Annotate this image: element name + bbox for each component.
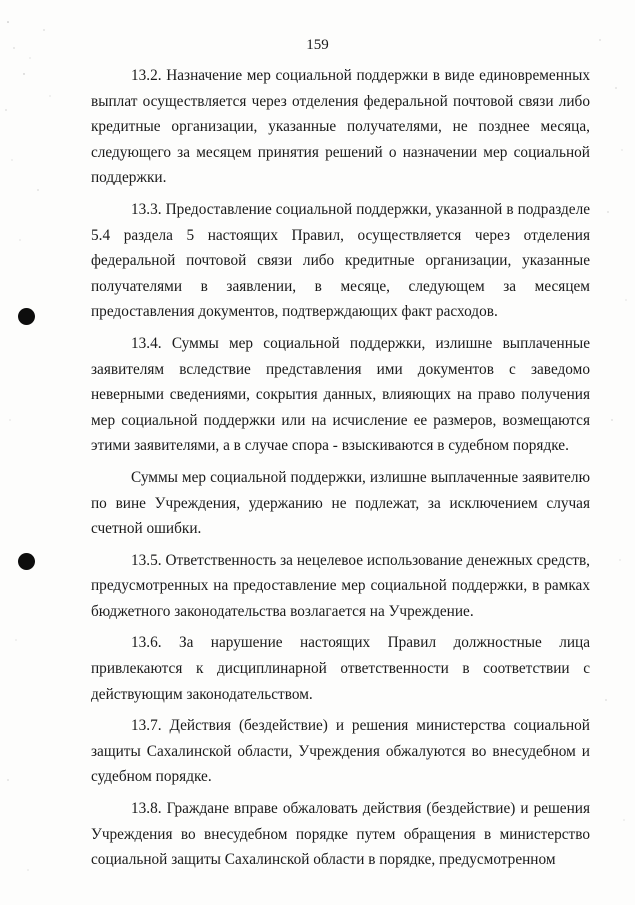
paragraph-13-2: 13.2. Назначение мер социальной поддержки в виде единовременных выплат осуществляется через отделения федеральной почтовой связи либо кредитные организации, указанные получателями, не позднее месяца, следующего за месяцем принятия решений о назначении мер социальной поддержки. <box>91 67 590 187</box>
page-number: 159 <box>306 37 329 53</box>
paragraph-13-7: 13.7. Действия (бездействие) и решения министерства социальной защиты Сахалинской области, Учреждения обжалуются во внесудебном и судебном порядке. <box>91 717 590 786</box>
paragraph-13-5: 13.5. Ответственность за нецелевое использование денежных средств, предусмотренных на предоставление мер социальной поддержки, в рамках бюджетного законодательства возлагается на Учреждение. <box>91 551 590 620</box>
document-body <box>91 63 590 873</box>
paragraph-13-3: 13.3. Предоставление социальной поддержки, указанной в подразделе 5.4 раздела 5 настоящих Правил, осуществляется через отделения федеральной почтовой связи либо кредитные организации, указанные получателями в заявлении, в месяце, следующем за месяцем предоставления документов, подтверждающих факт расходов. <box>91 200 590 321</box>
paragraph-13-6: 13.6. За нарушение настоящих Правил должностные лица привлекаются к дисциплинарной ответственности в соответствии с действующим законодательством. <box>91 634 590 703</box>
paragraph-13-4: 13.4. Суммы мер социальной поддержки, излишне выплаченные заявителям вследствие представления ими документов с заведомо неверными сведениями, сокрытия данных, влияющих на право получения мер социальной поддержки или на исчисление ее размеров, возмещаются этими заявителями, а в случае спора - взыскиваются в судебном порядке. <box>91 334 590 455</box>
paragraph-13-4-continued: Суммы мер социальной поддержки, излишне выплаченные заявителю по вине Учреждения, удержанию не подлежат, за исключением случая счетной ошибки. <box>91 468 590 538</box>
paragraph-13-8: 13.8. Граждане вправе обжаловать действия (бездействие) и решения Учреждения во внесудебном порядке путем обращения в министерство социальной защиты Сахалинской области в порядке, предусмотренном <box>91 800 590 869</box>
binder-hole <box>18 308 35 325</box>
binder-hole <box>18 553 35 570</box>
